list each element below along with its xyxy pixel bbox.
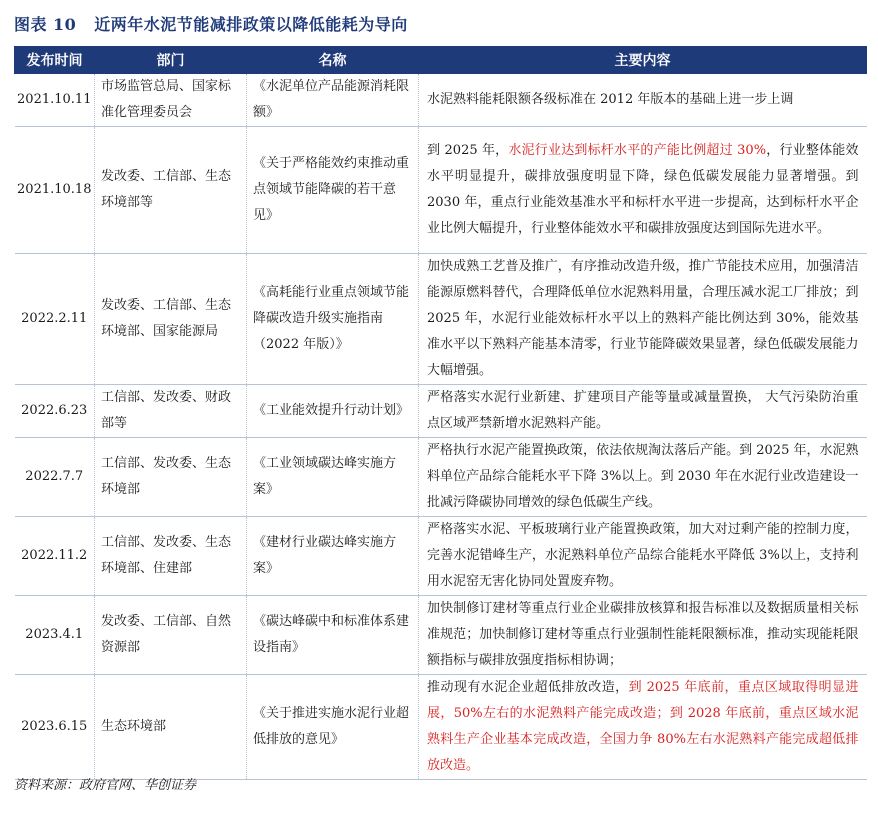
content-text: 加快成熟工艺普及推广，有序推动改造升级，推广节能技术应用，加强清洁能源原燃料替代，合理降低单位水泥熟料用量，合理压减水泥工厂排放；到 2025 年，水泥行业能效标杆水平以上的熟料产能比例达到 30%，能效基准水平以下熟料产能基本清零，行业节能降碳效果显著，绿色低碳发展能力大幅增强。 [427, 259, 859, 378]
cell-date: 2021.10.18 [15, 127, 95, 254]
cell-department: 工信部、发改委、财政部等 [95, 385, 247, 438]
table-row [15, 438, 867, 517]
highlight-text: 水泥行业达到标杆水平的产能比例超过 30% [508, 143, 767, 158]
column-header-date: 发布时间 [15, 47, 95, 74]
cell-date: 2022.6.23 [15, 385, 95, 438]
cell-name: 《建材行业碳达峰实施方案》 [247, 517, 419, 596]
column-header-content: 主要内容 [419, 47, 867, 74]
cell-content [419, 127, 867, 254]
content-text: 严格落实水泥、平板玻璃行业产能置换政策，加大对过剩产能的控制力度，完善水泥错峰生产，水泥熟料单位产品综合能耗水平降低 3%以上，支持利用水泥窑无害化协同处置废弃物。 [427, 522, 859, 589]
highlight-text: 到 2025 年底前，重点区域取得明显进展，50%左右的水泥熟料产能完成改造；到 2028 年底前，重点区域水泥熟料生产企业基本完成改造，全国力争 80%左右水泥熟料产能完成超低排放改造。 [427, 680, 859, 773]
cell-department: 工信部、发改委、生态环境部 [95, 438, 247, 517]
table-row [15, 74, 867, 127]
table-row [15, 596, 867, 675]
table-header-row [15, 47, 867, 74]
content-text: 水泥熟料能耗限额各级标准在 2012 年版本的基础上进一步上调 [427, 92, 794, 107]
content-text: 到 2025 年， [427, 143, 509, 158]
table-row [15, 517, 867, 596]
content-text: 严格执行水泥产能置换政策，依法依规淘汰落后产能。到 2025 年，水泥熟料单位产品综合能耗水平下降 3%以上。到 2030 年在水泥行业改造建设一批减污降碳协同增效的绿色低碳生产线。 [427, 443, 859, 510]
cell-name: 《关于严格能效约束推动重点领域节能降碳的若干意见》 [247, 127, 419, 254]
cell-content [419, 596, 867, 675]
cell-date: 2021.10.11 [15, 74, 95, 127]
cell-date: 2023.4.1 [15, 596, 95, 675]
figure-title [14, 12, 408, 35]
cell-content [419, 385, 867, 438]
cell-content [419, 675, 867, 780]
column-header-department: 部门 [95, 47, 247, 74]
content-text: 严格落实水泥行业新建、扩建项目产能等量或减量置换， 大气污染防治重点区域严禁新增水泥熟料产能。 [427, 390, 859, 431]
cell-department: 发改委、工信部、生态环境部、国家能源局 [95, 254, 247, 385]
cell-content [419, 517, 867, 596]
cell-department: 发改委、工信部、生态环境部等 [95, 127, 247, 254]
table-row [15, 385, 867, 438]
cell-department: 市场监管总局、国家标准化管理委员会 [95, 74, 247, 127]
cell-name: 《水泥单位产品能源消耗限额》 [247, 74, 419, 127]
column-header-name: 名称 [247, 47, 419, 74]
cell-content [419, 438, 867, 517]
policy-table [14, 46, 867, 780]
cell-content [419, 254, 867, 385]
cell-date: 2022.7.7 [15, 438, 95, 517]
cell-date: 2022.11.2 [15, 517, 95, 596]
cell-department: 工信部、发改委、生态环境部、住建部 [95, 517, 247, 596]
cell-name: 《关于推进实施水泥行业超低排放的意见》 [247, 675, 419, 780]
figure-label: 图表 [14, 15, 48, 34]
cell-name: 《工业能效提升行动计划》 [247, 385, 419, 438]
table-row [15, 675, 867, 780]
cell-name: 《工业领域碳达峰实施方案》 [247, 438, 419, 517]
content-text: 推动现有水泥企业超低排放改造， [427, 680, 629, 695]
cell-name: 《高耗能行业重点领域节能降碳改造升级实施指南（2022 年版）》 [247, 254, 419, 385]
content-text: ，行业整体能效水平明显提升，碳排放强度明显下降，绿色低碳发展能力显著增强。到 2030 年，重点行业能效基准水平和标杆水平进一步提高，达到标杆水平企业比例大幅提升，行业整体能效水平和碳排放强度达到国际先进水平。 [427, 143, 859, 236]
source-note: 资料来源：政府官网、华创证券 [14, 778, 197, 793]
cell-department: 发改委、工信部、自然资源部 [95, 596, 247, 675]
cell-date: 2023.6.15 [15, 675, 95, 780]
cell-department: 生态环境部 [95, 675, 247, 780]
figure-caption: 近两年水泥节能减排政策以降低能耗为导向 [94, 15, 408, 34]
table-row [15, 127, 867, 254]
table-row [15, 254, 867, 385]
content-text: 加快制修订建材等重点行业企业碳排放核算和报告标准以及数据质量相关标准规范；加快制修订建材等重点行业强制性能耗限额标准，推动实现能耗限额指标与碳排放强度指标相协调； [427, 601, 859, 668]
figure-number: 10 [53, 15, 77, 34]
cell-content [419, 74, 867, 127]
cell-date: 2022.2.11 [15, 254, 95, 385]
cell-name: 《碳达峰碳中和标准体系建设指南》 [247, 596, 419, 675]
